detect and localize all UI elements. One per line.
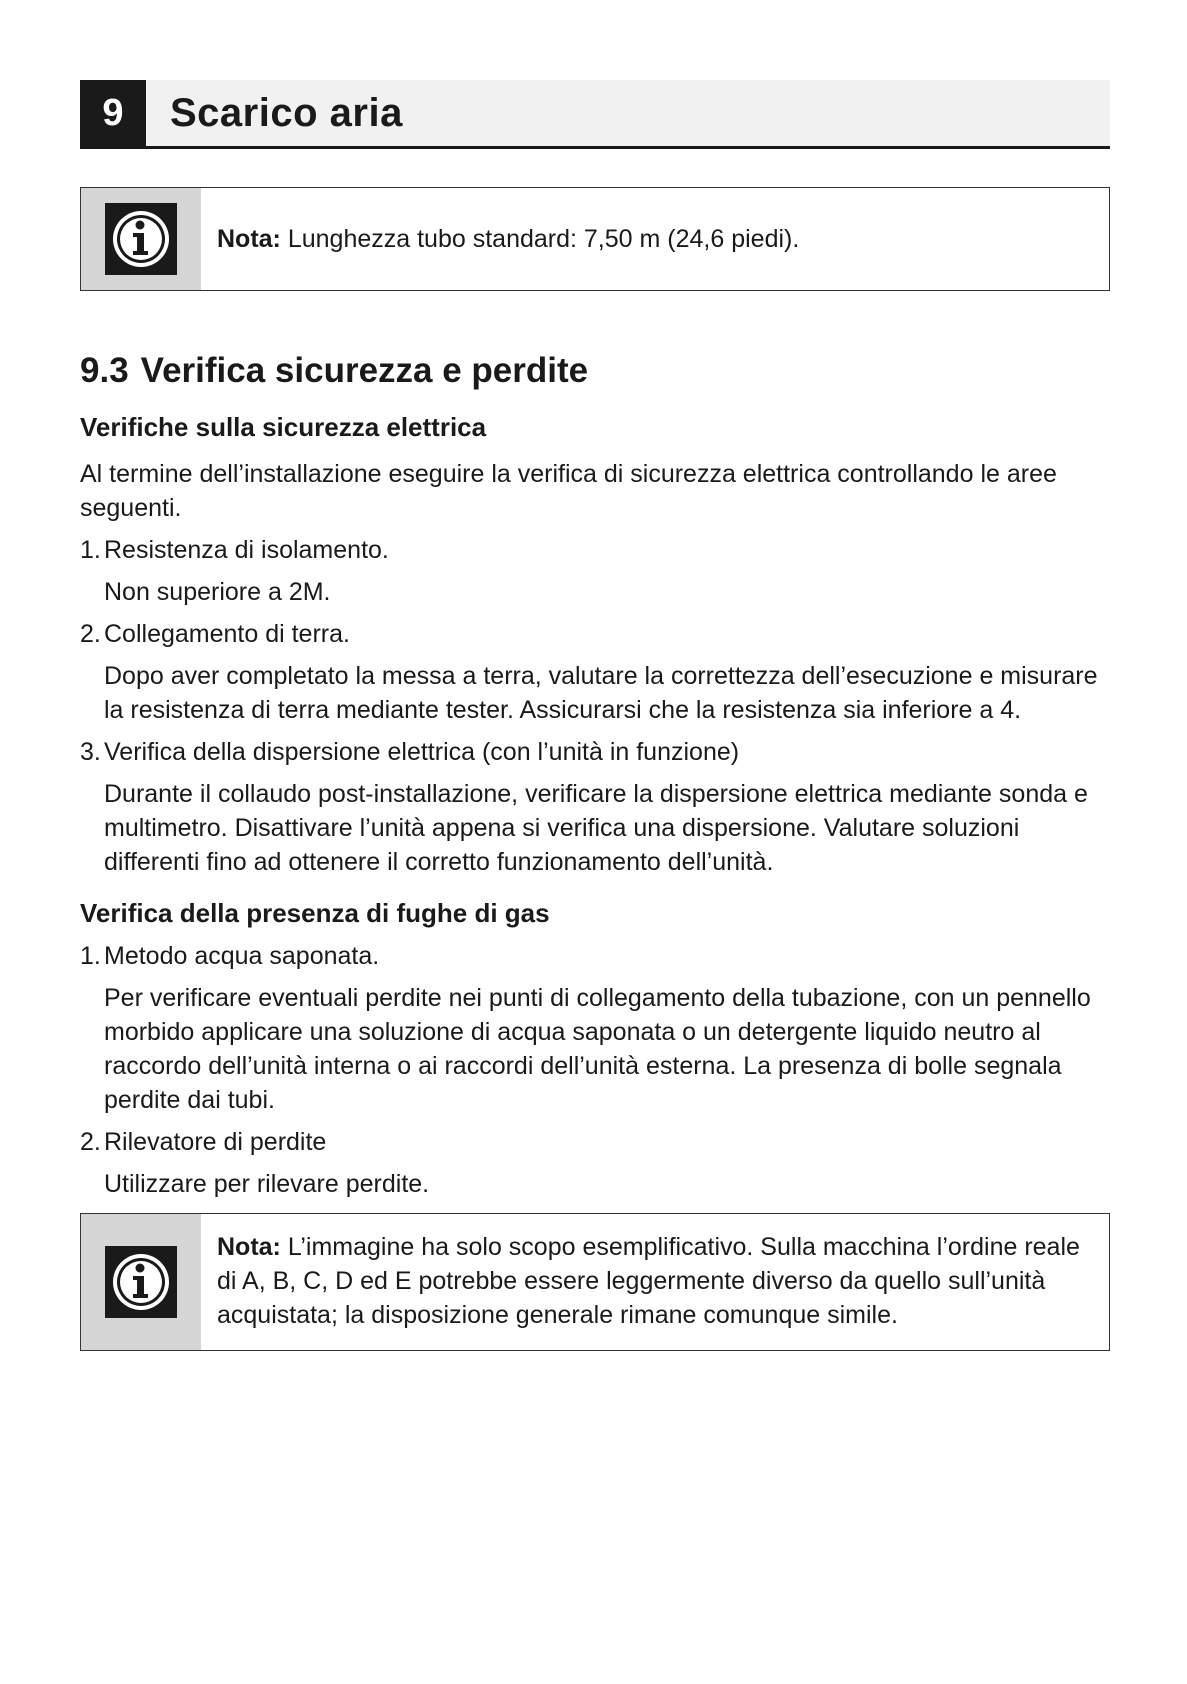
list-item-detail: Dopo aver completato la messa a terra, valutare la correttezza dell’esecuzione e misurare la resistenza di terra mediante tester. Assicurarsi che la resistenza sia inferiore a 4.: [104, 662, 1098, 724]
section-number: 9.3: [80, 351, 129, 390]
electrical-safety-heading: Verifiche sulla sicurezza elettrica: [80, 412, 487, 442]
page: [80, 80, 1110, 1351]
note-label: Nota:: [217, 1233, 281, 1261]
list-item-detail: Durante il collaudo post-installazione, verificare la dispersione elettrica mediante sonda e multimetro. Disattivare l’unità appena si verifica una dispersione. Valutare soluzioni differenti fino ad ottenere il corretto funzionamento dell’unità.: [104, 780, 1088, 876]
list-item: [80, 735, 1110, 879]
note-label: Nota:: [217, 225, 281, 253]
list-item-number: 3.: [80, 738, 101, 766]
list-item-title: Resistenza di isolamento.: [104, 536, 389, 564]
list-item-detail: Per verificare eventuali perdite nei punti di collegamento della tubazione, con un pennello morbido applicare una soluzione di acqua saponata o un detergente liquido neutro al raccordo dell’unità interna o ai raccordi dell’unità esterna. La presenza di bolle segnala perdite dai tubi.: [104, 984, 1091, 1114]
electrical-intro: Al termine dell’installazione eseguire la verifica di sicurezza elettrica controllando le aree seguenti.: [80, 460, 1057, 522]
section-title: Verifica sicurezza e perdite: [140, 351, 589, 390]
section-heading: [80, 349, 1110, 393]
note-content: L’immagine ha solo scopo esemplificativo. Sulla macchina l’ordine reale di A, B, C, D ed E potrebbe essere leggermente diverso da quello sull’unità acquistata; la disposizione generale rimane comunque simile.: [217, 1233, 1080, 1329]
list-item: [80, 1125, 1110, 1201]
list-item-detail: Utilizzare per rilevare perdite.: [104, 1170, 430, 1198]
gas-leak-heading: Verifica della presenza di fughe di gas: [80, 898, 550, 928]
list-item-title: Collegamento di terra.: [104, 620, 350, 648]
note-content: Lunghezza tubo standard: 7,50 m (24,6 piedi).: [287, 225, 800, 253]
list-item-title: Rilevatore di perdite: [104, 1128, 327, 1156]
note-text: [201, 1214, 1109, 1350]
list-item-number: 1.: [80, 942, 101, 970]
note-icon-column: [81, 188, 201, 290]
note-text: [201, 188, 823, 290]
chapter-title: Scarico aria: [170, 90, 403, 135]
chapter-number: 9: [80, 80, 146, 146]
list-item-detail: Non superiore a 2M.: [104, 578, 331, 606]
note-box-hose-length: [80, 187, 1110, 291]
note-box-image-disclaimer: [80, 1213, 1110, 1351]
info-icon: [105, 203, 177, 275]
info-icon: [105, 1246, 177, 1318]
list-item-number: 2.: [80, 620, 101, 648]
list-item: [80, 617, 1110, 727]
list-item-title: Metodo acqua saponata.: [104, 942, 380, 970]
chapter-header: [80, 80, 1110, 149]
list-item: [80, 939, 1110, 1117]
list-item-title: Verifica della dispersione elettrica (con l’unità in funzione): [104, 738, 740, 766]
list-item-number: 2.: [80, 1128, 101, 1156]
list-item-number: 1.: [80, 536, 101, 564]
note-icon-column: [81, 1214, 201, 1350]
list-item: [80, 533, 1110, 609]
